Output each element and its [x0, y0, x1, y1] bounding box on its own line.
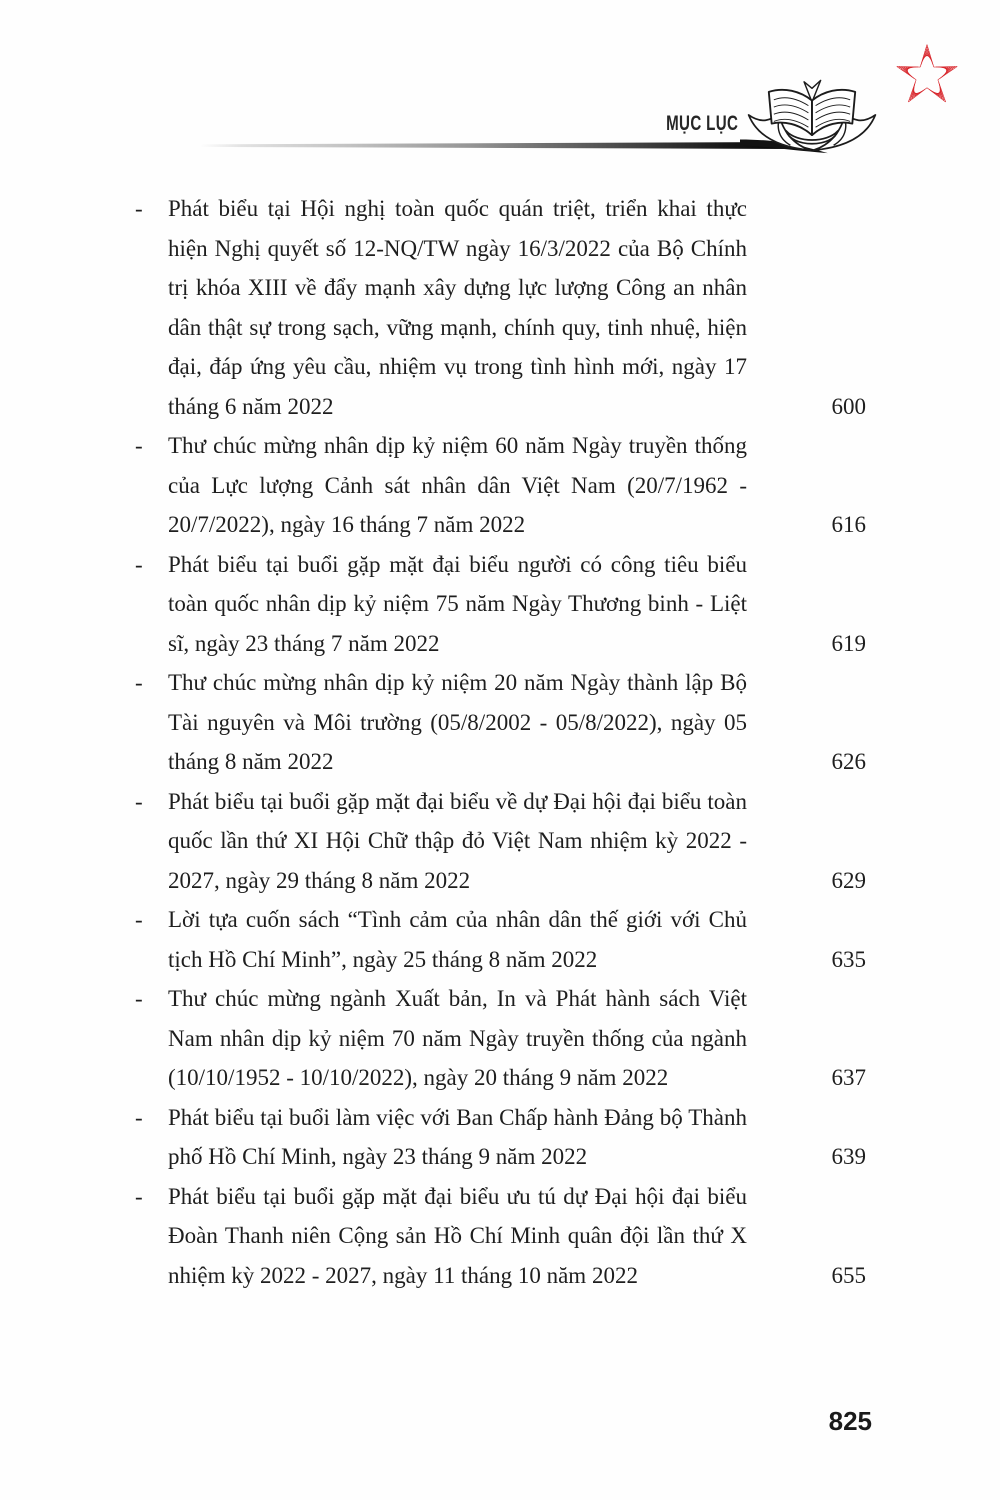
book-lotus-icon: [740, 76, 884, 164]
entry-page-number: 655: [831, 1262, 866, 1288]
entry-dash: -: [135, 196, 143, 221]
entry-dash: -: [135, 670, 143, 695]
entry-dash: -: [135, 551, 143, 577]
entry-dash: -: [135, 1104, 143, 1130]
toc-entry: [135, 545, 866, 664]
toc-entry: [135, 426, 866, 545]
entry-page-number: 600: [831, 393, 866, 419]
entry-title: Phát biểu tại Hội nghị toàn quốc quán triệt, triển khai thực hiện Nghị quyết số 12-NQ/TW ngày 16/3/2022 của Bộ Chính trị khóa XIII về đẩy mạnh xây dựng lực lượng Công an nhân dân thật sự trong sạch, vững mạnh, chính quy, tinh nhuệ, hiện đại, đáp ứng yêu cầu, nhiệm vụ trong tình hình mới, ngày 17 tháng 6 năm 2022: [168, 196, 747, 419]
entry-page-number: 629: [831, 867, 866, 893]
entry-title: Thư chúc mừng nhân dịp kỷ niệm 60 năm Ngày truyền thống của Lực lượng Cảnh sát nhân dân Việt Nam (20/7/1962 - 20/7/2022), ngày 16 tháng 7 năm 2022: [168, 433, 747, 537]
toc-entry: [135, 1177, 866, 1296]
page-title: MỤC LỤC: [665, 112, 738, 135]
entry-page-number: 639: [831, 1144, 866, 1169]
entry-page-number: 619: [831, 630, 866, 656]
entry-title: Phát biểu tại buổi gặp mặt đại biểu người có công tiêu biểu toàn quốc nhân dịp kỷ niệm 75 năm Ngày Thương binh - Liệt sĩ, ngày 23 tháng 7 năm 2022: [168, 551, 747, 656]
entry-title: Lời tựa cuốn sách “Tình cảm của nhân dân thế giới với Chủ tịch Hồ Chí Minh”, ngày 25 tháng 8 năm 2022: [168, 907, 747, 972]
entry-title: Phát biểu tại buổi gặp mặt đại biểu về dự Đại hội đại biểu toàn quốc lần thứ XI Hội Chữ thập đỏ Việt Nam nhiệm kỳ 2022 - 2027, ngày 29 tháng 8 năm 2022: [168, 788, 747, 893]
entry-page-number: 637: [831, 1065, 866, 1090]
entry-page-number: 626: [831, 749, 866, 774]
entry-dash: -: [135, 1183, 143, 1209]
toc-entry: [135, 979, 866, 1098]
entry-title: Thư chúc mừng nhân dịp kỷ niệm 20 năm Ngày thành lập Bộ Tài nguyên và Môi trường (05/8/2002 - 05/8/2022), ngày 05 tháng 8 năm 2022: [168, 670, 747, 774]
entry-dash: -: [135, 907, 143, 932]
entry-page-number: 635: [831, 946, 866, 972]
entry-title: Thư chúc mừng ngành Xuất bản, In và Phát hành sách Việt Nam nhân dịp kỷ niệm 70 năm Ngày truyền thống của ngành (10/10/1952 - 10/10/2022), ngày 20 tháng 9 năm 2022: [168, 986, 747, 1090]
entry-title: Phát biểu tại buổi gặp mặt đại biểu ưu tú dự Đại hội đại biểu Đoàn Thanh niên Cộng sản Hồ Chí Minh quân đội lần thứ X nhiệm kỳ 2022 - 2027, ngày 11 tháng 10 năm 2022: [168, 1183, 747, 1288]
entry-dash: -: [135, 433, 143, 458]
entry-dash: -: [135, 788, 143, 814]
entry-page-number: 616: [831, 512, 866, 537]
toc-entry: [135, 1098, 866, 1177]
toc-entry: [135, 900, 866, 979]
entry-title: Phát biểu tại buổi làm việc với Ban Chấp hành Đảng bộ Thành phố Hồ Chí Minh, ngày 23 tháng 9 năm 2022: [168, 1104, 747, 1169]
folio-page-number: 825: [828, 1406, 872, 1436]
entry-dash: -: [135, 986, 143, 1011]
publisher-logo-icon: [893, 42, 961, 108]
toc-list: [135, 189, 866, 1295]
toc-entry: [135, 782, 866, 901]
toc-entry: [135, 663, 866, 782]
header-rule: [200, 142, 796, 149]
toc-entry: [135, 189, 866, 426]
